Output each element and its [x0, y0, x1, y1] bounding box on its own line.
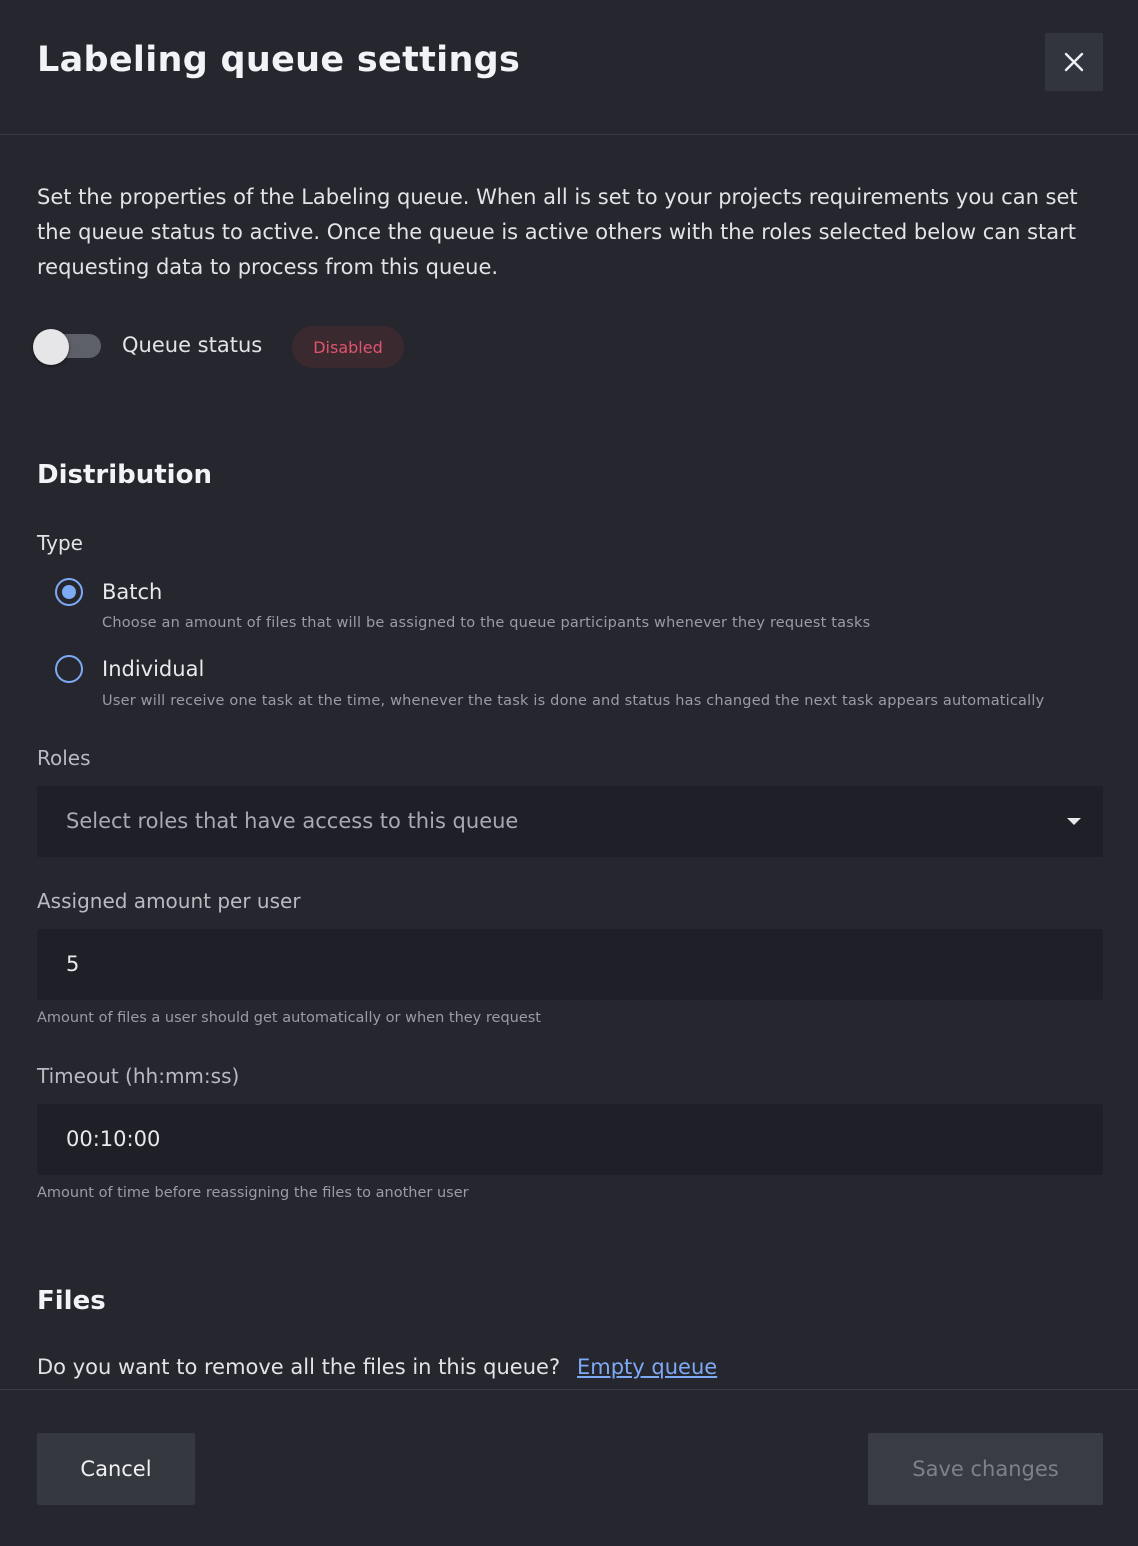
intro-text: Set the properties of the Labeling queue. When all is set to your projects requirements you can set the queue status to active. Once the queue is active others with the roles selected below can start requesting data to process from this queue. — [37, 185, 1078, 279]
radio-batch[interactable] — [55, 578, 83, 606]
distribution-title: Distribution — [37, 460, 212, 490]
status-badge: Disabled — [292, 326, 404, 368]
files-title: Files — [37, 1286, 106, 1316]
assigned-amount-hint: Amount of files a user should get automatically or when they request — [37, 1010, 541, 1026]
timeout-input[interactable] — [37, 1104, 1103, 1175]
timeout-hint: Amount of time before reassigning the files to another user — [37, 1185, 469, 1201]
radio-batch-description: Choose an amount of files that will be assigned to the queue participants whenever they request tasks — [102, 615, 871, 631]
timeout-label: Timeout (hh:mm:ss) — [37, 1064, 240, 1088]
radio-individual-description: User will receive one task at the time, whenever the task is done and status has changed the next task appears automatically — [102, 693, 1045, 709]
dialog-title: Labeling queue settings — [37, 40, 521, 80]
radio-individual-label[interactable]: Individual — [102, 657, 205, 681]
timeout-value: 00:10:00 — [66, 1127, 161, 1151]
save-changes-button[interactable]: Save changes — [868, 1433, 1103, 1505]
assigned-amount-input[interactable] — [37, 929, 1103, 1000]
radio-batch-label[interactable]: Batch — [102, 580, 163, 604]
toggle-knob — [33, 329, 69, 365]
assigned-amount-label: Assigned amount per user — [37, 889, 301, 913]
chevron-down-icon — [1067, 818, 1081, 825]
cancel-button[interactable]: Cancel — [37, 1433, 195, 1505]
dialog-header — [0, 0, 1138, 135]
roles-label: Roles — [37, 746, 91, 770]
close-icon — [1063, 51, 1085, 73]
roles-select[interactable] — [37, 786, 1103, 857]
radio-individual[interactable] — [55, 655, 83, 683]
roles-placeholder: Select roles that have access to this queue — [66, 809, 519, 833]
queue-status-label: Queue status — [122, 333, 263, 357]
assigned-amount-value: 5 — [66, 952, 80, 976]
type-label: Type — [37, 531, 83, 555]
queue-status-toggle[interactable] — [33, 329, 101, 365]
empty-queue-link[interactable]: Empty queue — [577, 1355, 718, 1379]
files-question: Do you want to remove all the files in this queue? — [37, 1355, 561, 1379]
close-button[interactable] — [1045, 33, 1103, 91]
